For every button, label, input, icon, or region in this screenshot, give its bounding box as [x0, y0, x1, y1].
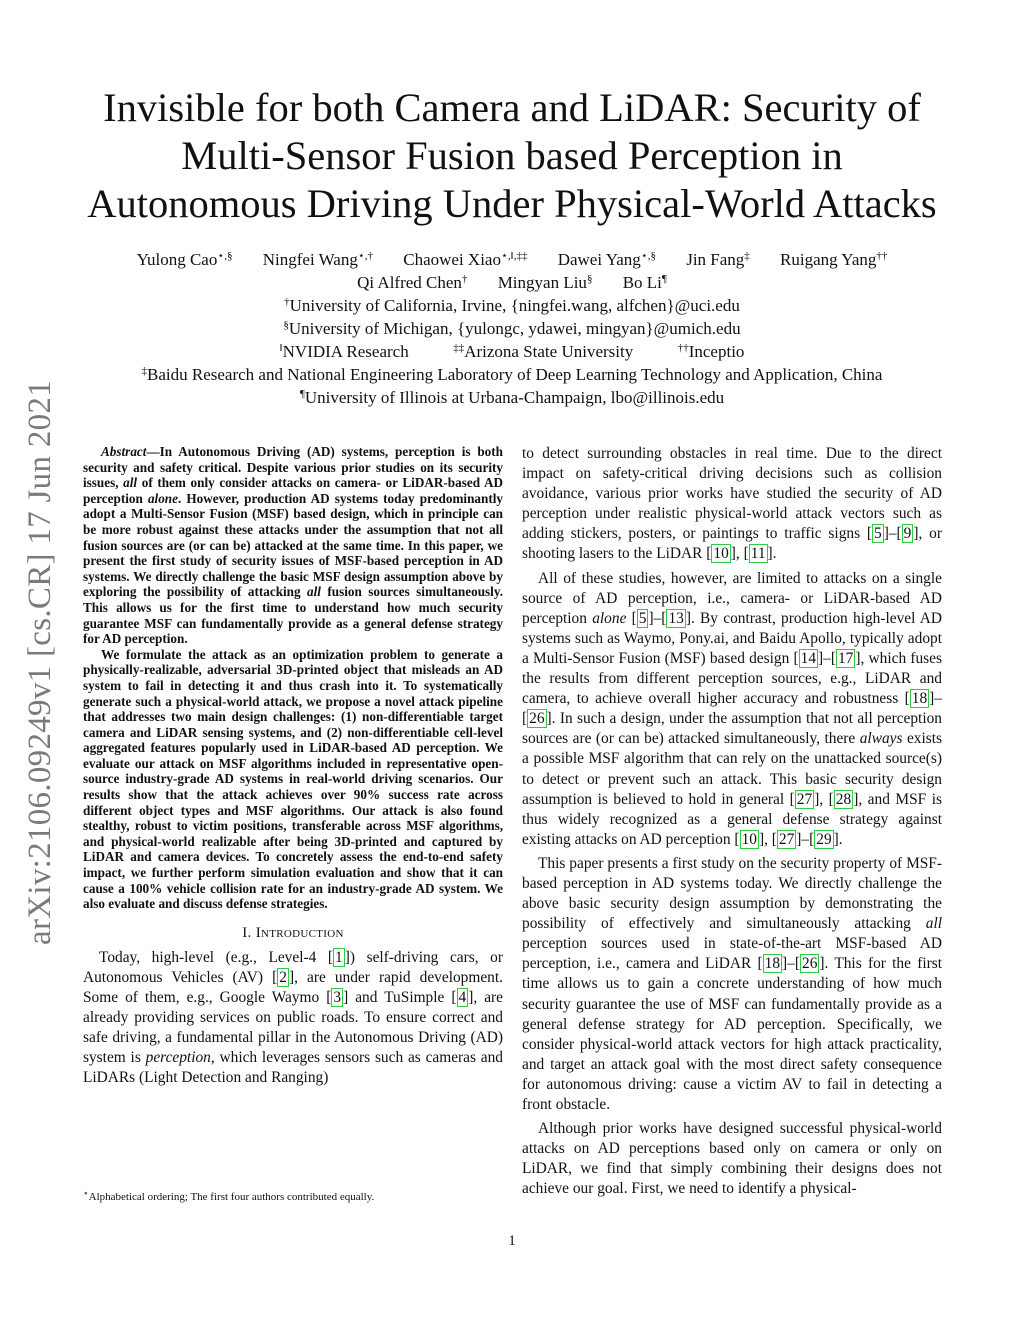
- paper-title: [60, 84, 964, 228]
- body-paragraph: All of these studies, however, are limited to attacks on a single source of AD perception, i.e., camera- or LiDAR-based AD perception alone [ 5 ]–[ 13 ]. By contrast, production high-level AD systems such as Waymo, Pony.ai, and Baidu Apollo, typically adopt a Multi-Sensor Fusion (MSF) based design [ 14 ]–[ 17 ], which fuses the results from different perception sources, e.g., LiDAR and camera, to achieve overall higher accuracy and robustness [ 18 ]–[ 26 ]. In such a design, under the assumption that not all perception sources are (or can be) attacked simultaneously, there always exists a possible MSF algorithm that can rely on the unattacked source(s) to detect or prevent such an attack. This basic security design assumption is believed to hold in general [ 27 ], [ 28 ], and MSF is thus widely recognized as a general defense strategy against existing attacks on AD perception [ 10 ], [ 27 ]–[ 29 ].: [522, 569, 943, 848]
- author: Mingyan Liu§: [497, 273, 593, 292]
- right-column: [522, 444, 942, 1199]
- intro-paragraph: Today, high-level (e.g., Level-4 [ 1 ]) self-driving cars, or Autonomous Vehicles (AV) [ 2 ], are under rapid development. Some of them, e.g., Google Waymo [ 3 ] and TuSimple [ 4 ], are already providing services on public roads. To ensure correct and safe driving, a fundamental pillar in the Autonomous Driving (AD) system is perception, which leverages sensors such as cameras and LiDARs (Light Detection and Ranging): [83, 948, 504, 1087]
- citation-link[interactable]: 11: [750, 545, 766, 563]
- author: Yulong Cao⋆,§: [136, 250, 233, 269]
- citation-link[interactable]: 1: [335, 948, 343, 966]
- citation-link[interactable]: 27: [796, 790, 813, 808]
- citation-link[interactable]: 5: [638, 609, 647, 627]
- author: Dawei Yang⋆,§: [557, 250, 656, 269]
- citation-link[interactable]: 28: [835, 790, 852, 808]
- arxiv-side-label: arXiv:2106.09249v1 [cs.CR] 17 Jun 2021: [22, 379, 58, 945]
- affiliation-umich: §University of Michigan, {yulongc, ydawei, mingyan}@umich.edu: [283, 319, 741, 338]
- citation-link[interactable]: 26: [529, 710, 545, 728]
- title-line: Autonomous Driving Under Physical-World Attacks: [87, 181, 937, 226]
- affiliation-uci: †University of California, Irvine, {ningfei.wang, alfchen}@uci.edu: [284, 296, 740, 315]
- author: Ruigang Yang††: [780, 250, 888, 269]
- citation-link[interactable]: 14: [800, 649, 817, 667]
- abstract-paragraph-1: Abstract—In Autonomous Driving (AD) systems, perception is both security and safety critical. Despite various prior studies on its security issues, all of them only consider attacks on camera- or LiDAR-based AD perception alone. However, production AD systems today predominantly adopt a Multi-Sensor Fusion (MSF) based design, which in principle can be more robust against these attacks under the assumption that not all fusion sources are (or can be) attacked at the same time. In this paper, we present the first study of security issues of MSF-based perception in AD systems. We directly challenge the basic MSF design assumption above by exploring the possibility of attacking all fusion sources simultaneously. This allows us for the first time to understand how much security guarantee MSF can fundamentally provide as a general defense strategy for AD perception.: [83, 444, 504, 647]
- author: Ningfei Wang⋆,†: [262, 250, 373, 269]
- citation-link[interactable]: 13: [668, 609, 684, 627]
- title-line: Invisible for both Camera and LiDAR: Security of: [103, 85, 921, 130]
- citation-link[interactable]: 18: [764, 955, 781, 973]
- section-heading-introduction: I. Introduction: [242, 924, 344, 941]
- body-paragraph: Although prior works have designed successful physical-world attacks on AD perceptions based only on camera or only on LiDAR, we find that simply combining their designs does not achieve our goal. First, we need to identify a physical-: [522, 1120, 942, 1198]
- affiliation-baidu: ‡Baidu Research and National Engineering Laboratory of Deep Learning Technology and Application, China: [141, 365, 883, 384]
- citation-link[interactable]: 2: [279, 968, 287, 986]
- abstract-paragraph-2: We formulate the attack as an optimization problem to generate a physically-realizable, adversarial 3D-printed object that misleads an AD system to fail in detecting it and thus crash into it. To systematically generate such a physical-world attack, we propose a novel attack pipeline that addresses two main design challenges: (1) non-differentiable target camera and LiDAR sensing systems, and (2) non-differentiable cell-level aggregated features popularly used in LiDAR-based AD perception. We evaluate our attack on MSF algorithms included in representative open-source industry-grade AD systems in real-world driving scenarios. Our results show that the attack achieves over 90% success rate across different object types and MSF algorithms. Our attack is also found stealthy, robust to victim positions, transferable across MSF algorithms, and physical-world realizable after being 3D-printed and captured by LiDAR and camera devices. To concretely assess the end-to-end safety impact, we further perform simulation evaluation and show that it can cause a 100% vehicle collision rate for an industry-grade AD system. We also evaluate and discuss defense strategies.: [83, 646, 503, 912]
- affiliation-nvidia-asu-inceptio: ‖NVIDIA Research ‡‡Arizona State University ††Inceptio: [279, 342, 745, 361]
- title-line: Multi-Sensor Fusion based Perception in: [181, 133, 843, 178]
- citation-link[interactable]: 27: [778, 830, 795, 848]
- authors-affiliations: [60, 248, 964, 409]
- author: Jin Fang‡: [686, 250, 750, 269]
- body-paragraph: to detect surrounding obstacles in real time. Due to the direct impact on safety-critical driving decisions such as collision avoidance, various prior works have studied the security of AD perception under realistic physical-world attack vectors such as adding stickers, posters, or paintings to traffic signs [ 5 ]–[ 9 ], or shooting lasers to the LiDAR [ 10 ], [ 11 ].: [522, 445, 942, 563]
- citation-link[interactable]: 5: [874, 525, 882, 543]
- author: Qi Alfred Chen†: [357, 273, 468, 292]
- footnote: ⋆Alphabetical ordering; The first four authors contributed equally.: [83, 1188, 375, 1203]
- citation-link[interactable]: 9: [903, 525, 912, 543]
- author: Bo Li¶: [622, 273, 667, 292]
- citation-link[interactable]: 10: [713, 545, 729, 563]
- authors-line-2: [60, 271, 964, 294]
- affiliation-uiuc: ¶University of Illinois at Urbana-Champaign, lbo@illinois.edu: [299, 388, 725, 407]
- citation-link[interactable]: 29: [816, 830, 832, 848]
- citation-link[interactable]: 3: [333, 989, 342, 1006]
- citation-link[interactable]: 4: [458, 989, 467, 1006]
- author: Chaowei Xiao⋆,‖,‡‡: [403, 250, 528, 269]
- authors-line-1: [60, 248, 964, 271]
- citation-link[interactable]: 10: [741, 830, 757, 848]
- body-paragraph: This paper presents a first study on the security property of MSF-based perception in AD systems today. We directly challenge the above basic security design assumption by demonstrating the possibility of effectively and simultaneously attacking all perception sources used in state-of-the-art MSF-based AD perception, i.e., camera and LiDAR [ 18 ]–[ 26 ]. This for the first time allows us to gain a concrete understanding of how much security guarantee the use of MSF can fundamentally provide as a general defense strategy for AD perception. Specifically, we consider physical-world attack vectors for high attack practicality, and target an attack goal with the most direct safety consequence for autonomous driving: cause a victim AV to fail in detecting a front obstacle.: [522, 854, 942, 1113]
- left-column: [83, 444, 503, 1088]
- page-number: 1: [508, 1233, 516, 1249]
- citation-link[interactable]: 18: [911, 690, 928, 708]
- citation-link[interactable]: 26: [802, 955, 818, 973]
- citation-link[interactable]: 17: [837, 649, 854, 667]
